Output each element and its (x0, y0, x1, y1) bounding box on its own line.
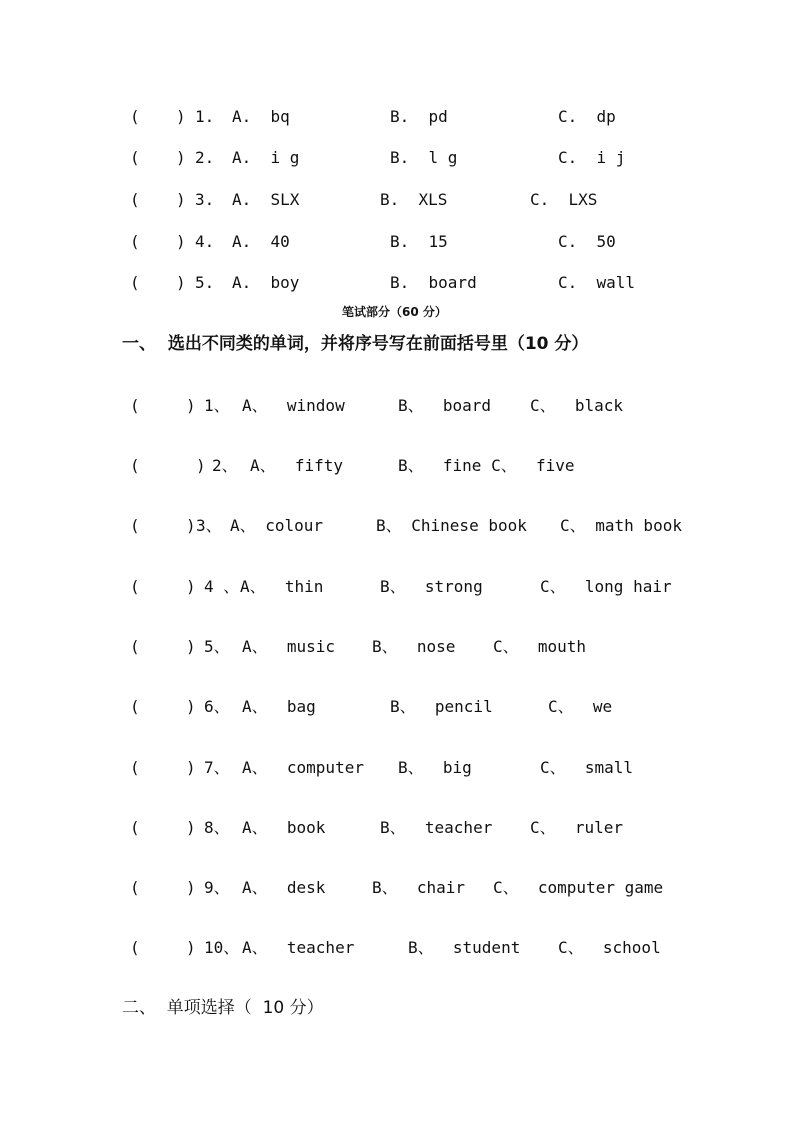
section1-item-7 (0, 758, 793, 782)
option-b: B、 board (398, 396, 492, 415)
option-c: C、 mouth (493, 637, 587, 656)
option-a: A、 teacher (242, 938, 355, 957)
section1-item-2 (0, 456, 793, 480)
option-b: B. pd (390, 107, 448, 126)
listening-item-3 (0, 190, 793, 214)
option-b: B、 chair (372, 878, 466, 897)
option-b: B、 Chinese book (376, 516, 527, 535)
option-c: C、 computer game (493, 878, 664, 897)
option-c: C. wall (558, 273, 636, 292)
section1-item-8 (0, 818, 793, 842)
option-b: B、 student (408, 938, 521, 957)
written-part-title: 笔试部分（60 分） (342, 305, 447, 319)
item-number: 2、 (212, 456, 238, 475)
option-b: B. board (390, 273, 477, 292)
option-a: A. 40 (232, 232, 290, 251)
option-c: C、 small (540, 758, 634, 777)
option-c: C. LXS (530, 190, 598, 209)
answer-paren-close: ) (196, 456, 206, 475)
item-number: 8、 (204, 818, 230, 837)
option-b: B、 big (398, 758, 472, 777)
answer-paren-close: ) (176, 190, 186, 209)
answer-paren-open[interactable]: ( (130, 577, 140, 596)
answer-paren-close: ) (186, 758, 196, 777)
section1-item-6 (0, 697, 793, 721)
option-b: B、 fine C、 five (398, 456, 575, 475)
option-a: A、 desk (242, 878, 326, 897)
option-b: B、 pencil (390, 697, 493, 716)
option-c: C、 ruler (530, 818, 624, 837)
item-number: 10、 (204, 938, 240, 957)
answer-paren-open[interactable]: ( (130, 938, 140, 957)
item-number: 4. (195, 232, 215, 251)
option-c: C、 long hair (540, 577, 672, 596)
section1-heading: 一、 选出不同类的单词，并将序号写在前面括号里（10 分） (122, 334, 589, 354)
answer-paren-open[interactable]: ( (130, 637, 140, 656)
item-number: 1、 (204, 396, 230, 415)
answer-paren-open[interactable]: ( (130, 232, 140, 251)
section1-item-10 (0, 938, 793, 962)
option-a: A、 bag (242, 697, 316, 716)
item-number: 5、 (204, 637, 230, 656)
item-number: 6、 (204, 697, 230, 716)
answer-paren-open[interactable]: ( (130, 697, 140, 716)
answer-paren-close: ) (176, 107, 186, 126)
option-b: B. 15 (390, 232, 448, 251)
item-number: 3、 (196, 516, 222, 535)
option-b: B、 teacher (380, 818, 493, 837)
option-c: C. dp (558, 107, 616, 126)
item-number: 2. (195, 148, 215, 167)
option-a: A. i g (232, 148, 300, 167)
option-a: A. bq (232, 107, 290, 126)
option-c: C、 we (548, 697, 613, 716)
item-number: 5. (195, 273, 215, 292)
listening-item-1 (0, 107, 793, 131)
answer-paren-close: ) (176, 273, 186, 292)
answer-paren-open[interactable]: ( (130, 758, 140, 777)
item-number: 4 、 (204, 577, 240, 596)
option-a: A、 window (242, 396, 345, 415)
option-a: A. boy (232, 273, 300, 292)
option-b: B. XLS (380, 190, 448, 209)
item-number: 1. (195, 107, 215, 126)
listening-item-2 (0, 148, 793, 172)
section2-heading: 二、 单项选择（ 10 分） (122, 998, 324, 1018)
option-c: C、 black (530, 396, 624, 415)
option-a: A、 fifty (250, 456, 344, 475)
answer-paren-open[interactable]: ( (130, 456, 140, 475)
listening-item-4 (0, 232, 793, 256)
option-c: C. i j (558, 148, 626, 167)
answer-paren-open[interactable]: ( (130, 273, 140, 292)
section1-item-3 (0, 516, 793, 540)
answer-paren-open[interactable]: ( (130, 107, 140, 126)
answer-paren-open[interactable]: ( (130, 516, 140, 535)
section1-item-4 (0, 577, 793, 601)
answer-paren-close: ) (176, 148, 186, 167)
answer-paren-close: ) (186, 577, 196, 596)
answer-paren-open[interactable]: ( (130, 878, 140, 897)
option-c: C、 school (558, 938, 661, 957)
answer-paren-open[interactable]: ( (130, 148, 140, 167)
section1-item-9 (0, 878, 793, 902)
answer-paren-open[interactable]: ( (130, 396, 140, 415)
section1-item-5 (0, 637, 793, 661)
option-a: A. SLX (232, 190, 300, 209)
option-a: A、 thin (240, 577, 324, 596)
option-a: A、 colour (230, 516, 324, 535)
answer-paren-close: ) (186, 938, 196, 957)
answer-paren-close: ) (186, 516, 196, 535)
section1-item-1 (0, 396, 793, 420)
answer-paren-open[interactable]: ( (130, 190, 140, 209)
item-number: 9、 (204, 878, 230, 897)
answer-paren-close: ) (186, 697, 196, 716)
item-number: 3. (195, 190, 215, 209)
option-a: A、 music (242, 637, 336, 656)
listening-item-5 (0, 273, 793, 297)
option-c: C、 math book (560, 516, 682, 535)
answer-paren-close: ) (186, 637, 196, 656)
option-b: B、 nose (372, 637, 456, 656)
option-c: C. 50 (558, 232, 616, 251)
answer-paren-close: ) (186, 878, 196, 897)
answer-paren-open[interactable]: ( (130, 818, 140, 837)
answer-paren-close: ) (176, 232, 186, 251)
answer-paren-close: ) (186, 818, 196, 837)
option-b: B. l g (390, 148, 458, 167)
option-a: A、 book (242, 818, 326, 837)
option-b: B、 strong (380, 577, 483, 596)
item-number: 7、 (204, 758, 230, 777)
answer-paren-close: ) (186, 396, 196, 415)
option-a: A、 computer (242, 758, 364, 777)
